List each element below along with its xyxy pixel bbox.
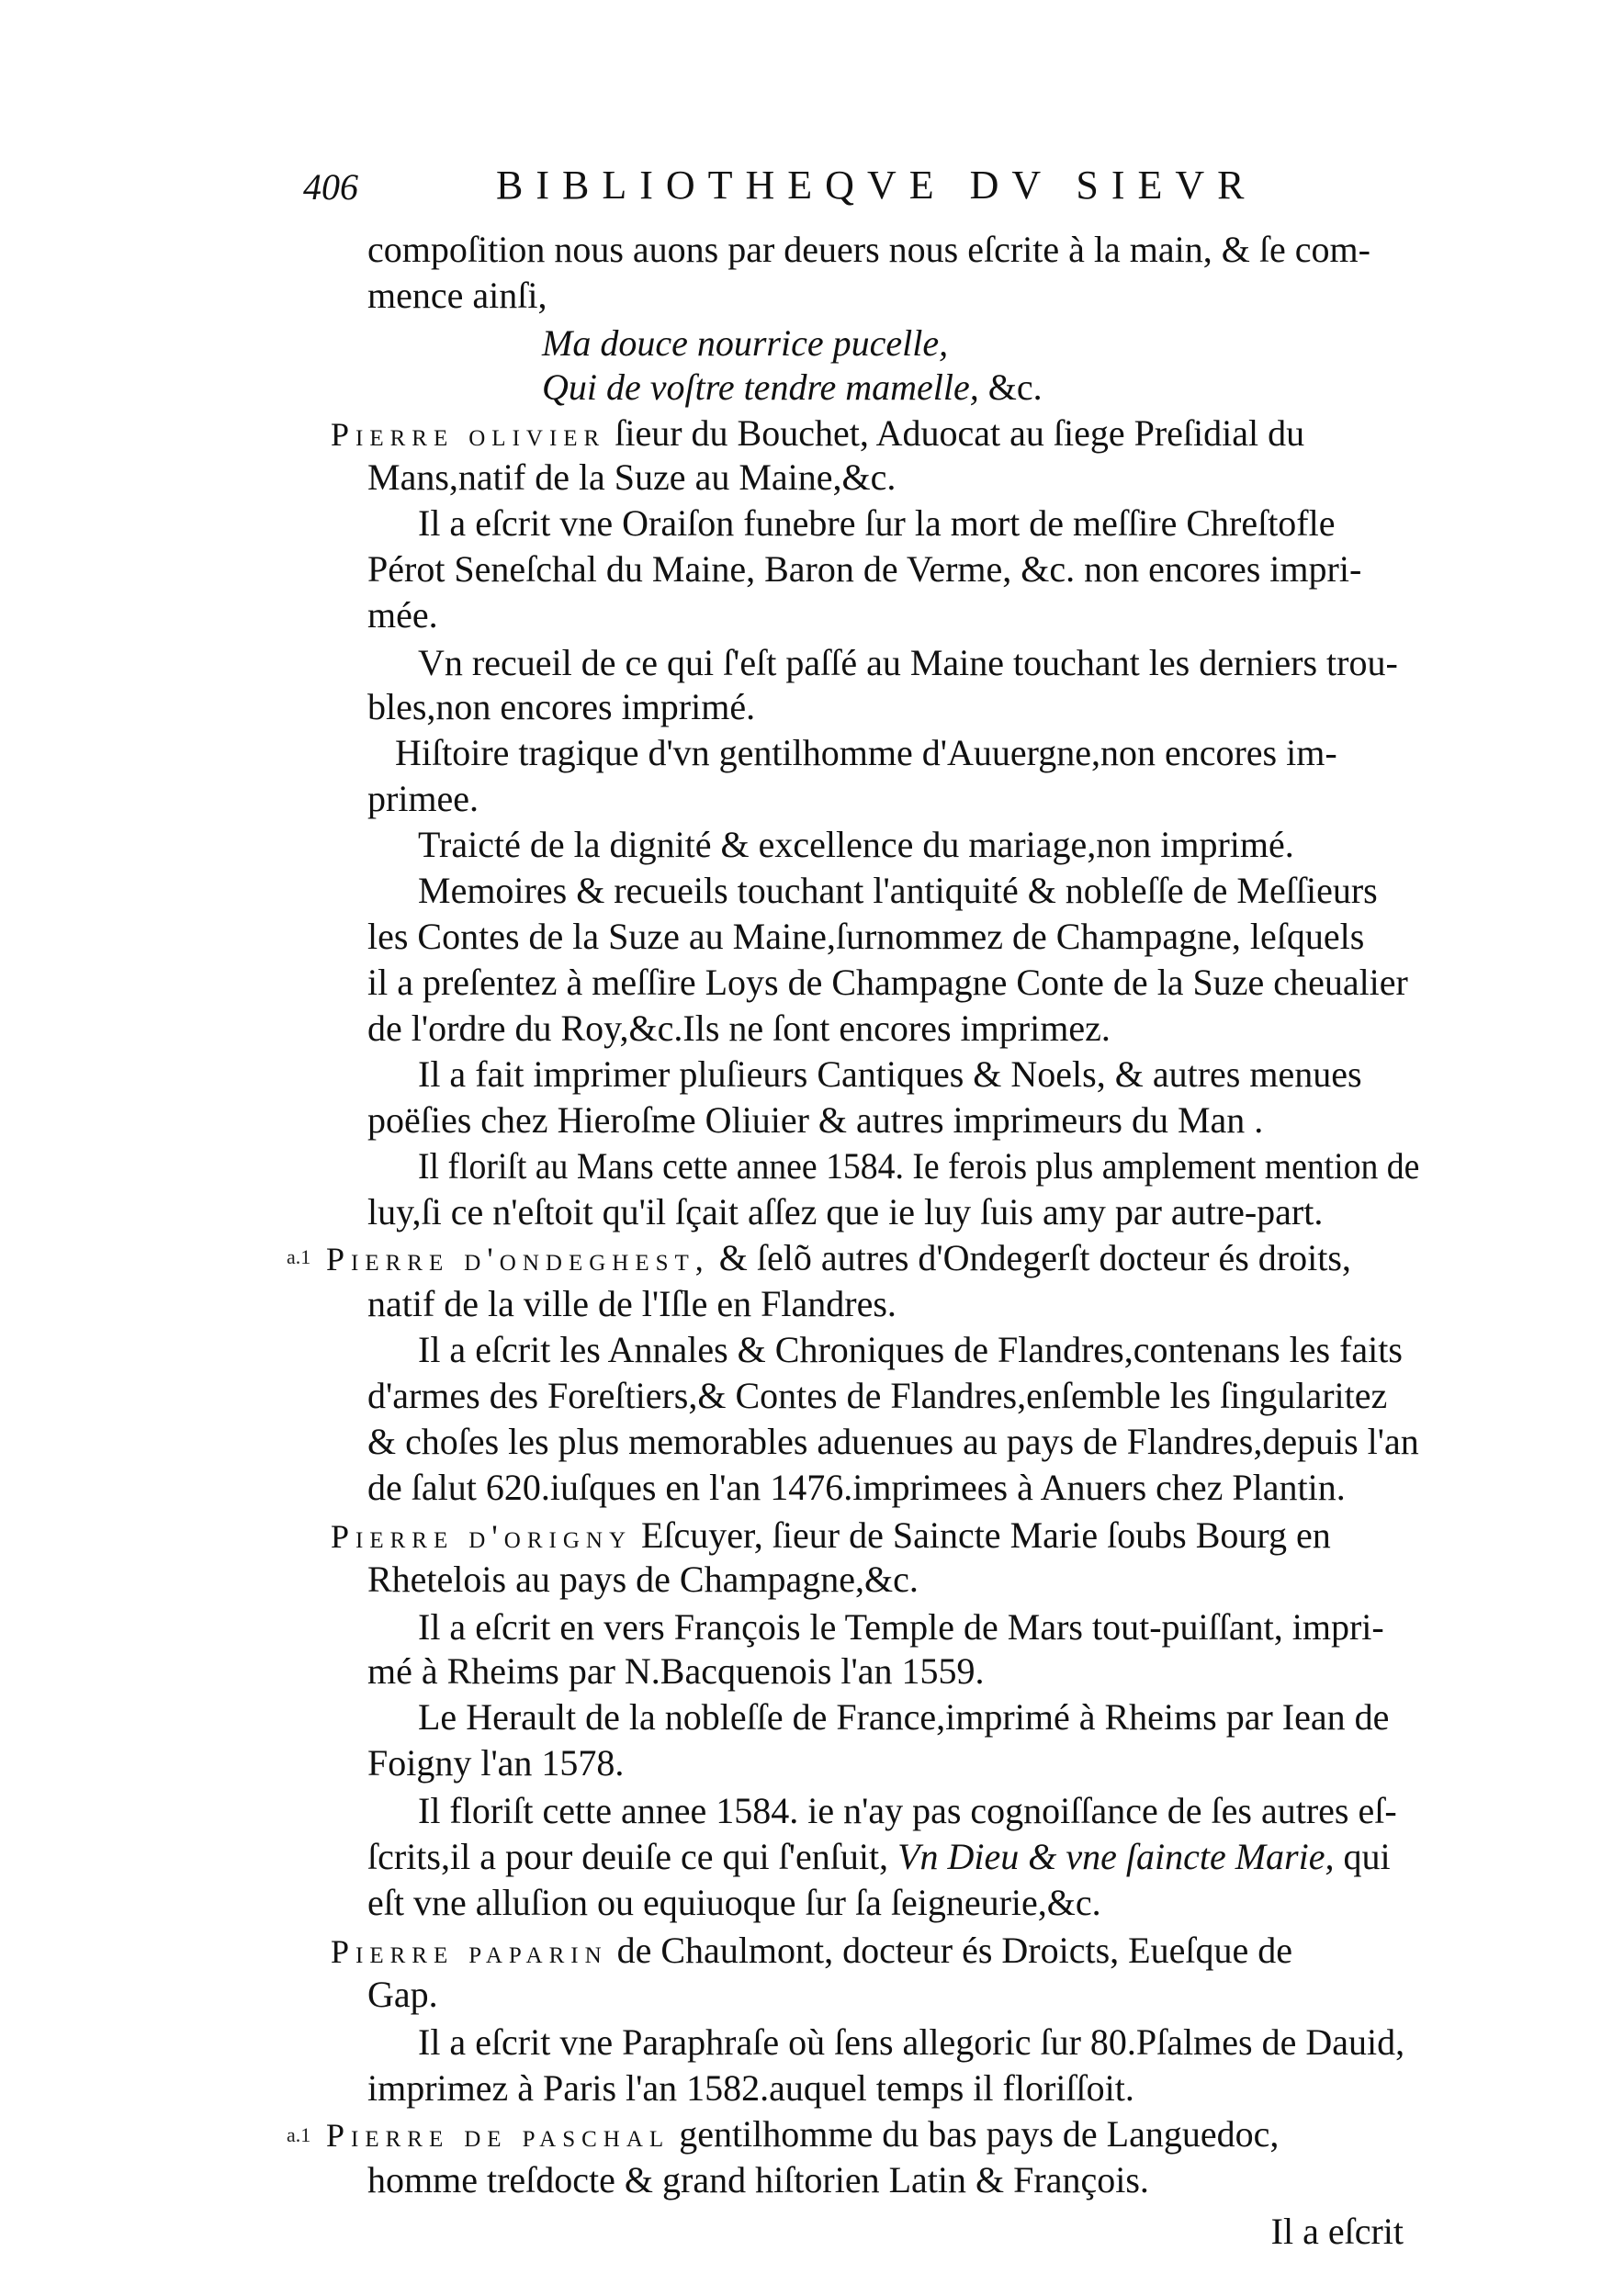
verse-line: Ma douce nourrice pucelle,: [542, 322, 949, 364]
verse-line: [542, 366, 1043, 410]
text-line: Il floriſt cette annee 1584. ie n'ay pas cognoiſſance de ſes autres eſ-: [418, 1790, 1397, 1831]
text-line: Le Herault de la nobleſſe de France,imprimé à Rheims par Iean de: [418, 1696, 1390, 1738]
text-segment: qui: [1343, 1836, 1391, 1877]
text-line: mée.: [367, 594, 438, 636]
author-name: Pierre paparin: [331, 1933, 608, 1970]
margin-mark: a.1: [287, 1245, 311, 1268]
text-line: Il floriſt au Mans cette annee 1584. Ie ferois plus amplement mention de: [418, 1145, 1420, 1187]
running-title: BIBLIOTHEQVE DV SIEVR: [496, 163, 1257, 208]
text-line: Mans,natif de la Suze au Maine,&c.: [367, 456, 897, 498]
text-line: mé à Rheims par N.Bacquenois l'an 1559.: [367, 1650, 985, 1692]
text-line: il a preſentez à meſſire Loys de Champagne Conte de la Suze cheualier: [367, 962, 1408, 1003]
text-line: eſt vne alluſion ou equiuoque ſur ſa ſeigneurie,&c.: [367, 1882, 1101, 1923]
text-line: Vn recueil de ce qui ſ'eſt paſſé au Maine touchant les derniers trou-: [418, 642, 1398, 683]
text-line: Foigny l'an 1578.: [367, 1742, 625, 1784]
text-segment: ſcrits,il a pour deuiſe ce qui ſ'enſuit,: [367, 1836, 889, 1877]
text-line: Il a fait imprimer pluſieurs Cantiques & Noels, & autres menues: [418, 1053, 1362, 1095]
text-line: Gap.: [367, 1974, 438, 2015]
text-line: compoſition nous auons par deuers nous eſcrite à la main, & ſe com-: [367, 229, 1370, 270]
entry-heading: [326, 2112, 1279, 2157]
text-line: luy,ſi ce n'eſtoit qu'il ſçait aſſez que ie luy ſuis amy par autre-part.: [367, 1191, 1324, 1232]
text-line: & choſes les plus memorables aduenues au pays de Flandres,depuis l'an: [367, 1421, 1419, 1462]
author-name: Pierre d'ondeghest,: [326, 1241, 710, 1277]
author-name: Pierre olivier: [331, 416, 606, 453]
text-line: Traicté de la dignité & excellence du mariage,non imprimé.: [418, 824, 1294, 865]
text-line: Memoires & recueils touchant l'antiquité & nobleſſe de Meſſieurs: [418, 870, 1378, 911]
margin-mark: a.1: [287, 2123, 311, 2146]
entry-heading: [331, 1929, 1292, 1974]
entry-text: gentilhomme du bas pays de Languedoc,: [679, 2113, 1280, 2155]
entry-heading: [326, 1236, 1351, 1281]
entry-text: Eſcuyer, ſieur de Saincte Marie ſoubs Bourg en: [641, 1514, 1331, 1556]
text-line: Rhetelois au pays de Champagne,&c.: [367, 1559, 919, 1600]
text-line: natif de la ville de l'Iſle en Flandres.: [367, 1283, 897, 1324]
verse-text: Qui de voſtre tendre mamelle,: [542, 366, 979, 408]
text-line: Hiſtoire tragique d'vn gentilhomme d'Auuergne,non encores im-: [395, 732, 1337, 773]
text-line: mence ainſi,: [367, 275, 547, 316]
entry-text: & ſelõ autres d'Ondegerſt docteur és droits,: [718, 1237, 1351, 1278]
text-line: les Contes de la Suze au Maine,ſurnommez de Champagne, leſquels: [367, 916, 1365, 957]
author-name: Pierre de paschal: [326, 2117, 671, 2154]
text-line: Pérot Seneſchal du Maine, Baron de Verme, &c. non encores impri-: [367, 548, 1362, 590]
entry-heading: [331, 1514, 1331, 1559]
entry-text: ſieur du Bouchet, Aduocat au ſiege Preſidial du: [615, 412, 1305, 454]
text-line: imprimez à Paris l'an 1582.auquel temps il floriſſoit.: [367, 2067, 1134, 2109]
text-line: Il a eſcrit en vers François le Temple de Mars tout-puiſſant, impri-: [418, 1606, 1384, 1648]
motto-text: Vn Dieu & vne ſaincte Marie,: [897, 1836, 1335, 1877]
etc-text: &c.: [987, 366, 1043, 408]
text-line: bles,non encores imprimé.: [367, 686, 756, 727]
text-line: d'armes des Foreſtiers,& Contes de Flandres,enſemble les ſingularitez: [367, 1375, 1388, 1416]
page-number: 406: [303, 166, 358, 208]
entry-heading: [331, 411, 1304, 456]
text-line: [367, 1835, 1391, 1879]
text-line: Il a eſcrit vne Oraiſon funebre ſur la mort de meſſire Chreſtofle: [418, 502, 1336, 544]
text-line: de ſalut 620.iuſques en l'an 1476.imprimees à Anuers chez Plantin.: [367, 1467, 1346, 1508]
text-line: Il a eſcrit vne Paraphraſe où ſens allegoric ſur 80.Pſalmes de Dauid,: [418, 2021, 1405, 2063]
catchword: Il a eſcrit: [1270, 2211, 1404, 2252]
text-line: de l'ordre du Roy,&c.Ils ne ſont encores imprimez.: [367, 1007, 1111, 1049]
text-line: Il a eſcrit les Annales & Chroniques de Flandres,contenans les faits: [418, 1329, 1403, 1370]
entry-text: de Chaulmont, docteur és Droicts, Eueſque de: [616, 1930, 1292, 1971]
author-name: Pierre d'origny: [331, 1518, 632, 1555]
text-line: homme treſdocte & grand hiſtorien Latin & François.: [367, 2159, 1149, 2200]
text-line: poëſies chez Hieroſme Oliuier & autres imprimeurs du Man .: [367, 1099, 1264, 1141]
text-line: primee.: [367, 778, 479, 819]
